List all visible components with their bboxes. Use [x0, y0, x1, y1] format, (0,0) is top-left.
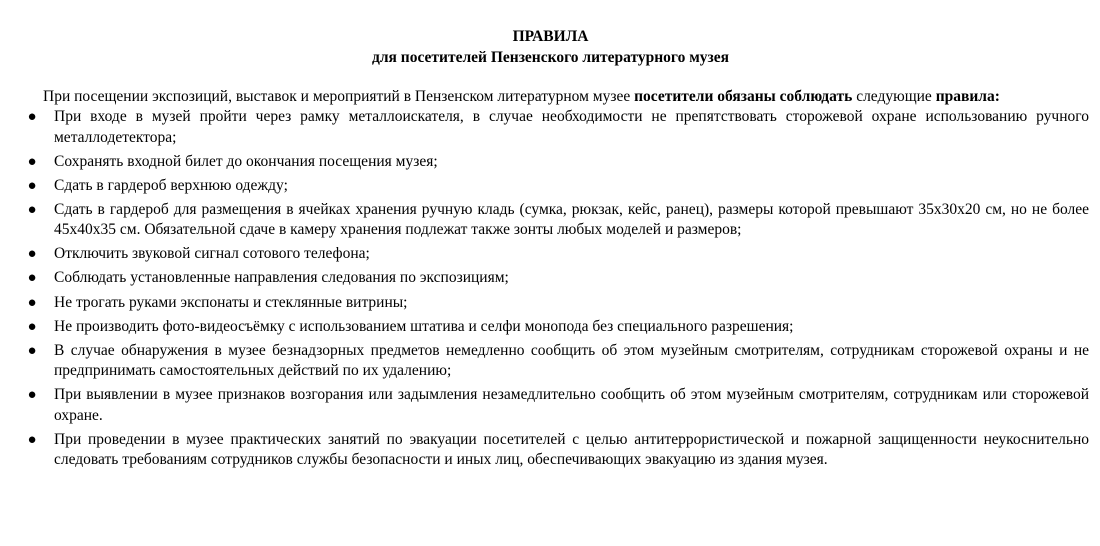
- bullet-icon: ●: [27, 246, 37, 263]
- rule-item: [12, 200, 1089, 241]
- rule-item: [12, 430, 1089, 471]
- rules-document: [12, 26, 1089, 475]
- bullet-icon: ●: [27, 387, 37, 404]
- bullet-icon: ●: [27, 177, 37, 194]
- intro-bold-rules: правила:: [935, 88, 1000, 105]
- bullet-icon: ●: [27, 109, 37, 125]
- rules-list: [12, 107, 1089, 471]
- rule-text: Сохранять входной билет до окончания посещения музея;: [54, 152, 438, 170]
- document-title: ПРАВИЛА: [512, 28, 589, 45]
- intro-text-middle: следующие: [852, 88, 936, 105]
- rule-item: [12, 107, 1089, 148]
- rule-text: В случае обнаружения в музее безнадзорных предметов немедленно сообщить об этом музейным смотрителям, сотрудникам сторожевой охраны и не предпринимать самостоятельных действий по их удалению;: [54, 341, 1089, 380]
- rule-text: При входе в музей пройти через рамку металлоискателя, в случае необходимости не препятствовать сторожевой охране использованию ручного металлодетектора;: [54, 108, 1089, 146]
- intro-paragraph: [12, 86, 1089, 107]
- rule-text: Сдать в гардероб верхнюю одежду;: [54, 176, 288, 194]
- document-subtitle: для посетителей Пензенского литературного музея: [371, 49, 729, 66]
- bullet-icon: ●: [27, 201, 37, 218]
- bullet-icon: ●: [27, 431, 37, 448]
- bullet-icon: ●: [27, 270, 37, 287]
- rule-text: Не трогать руками экспонаты и стеклянные витрины;: [54, 293, 408, 311]
- rule-text: При проведении в музее практических занятий по эвакуации посетителей с целью антитеррористической и пожарной защищенности неукоснительно следовать требованиям сотрудников службы безопасности и иных лиц, обеспечивающих эвакуацию из здания музея.: [54, 430, 1089, 469]
- rule-item: [12, 176, 1089, 197]
- rule-text: Не производить фото-видеосъёмку с использованием штатива и селфи моноподa без специального разрешения;: [54, 317, 794, 335]
- intro-bold-obligated: посетители обязаны соблюдать: [634, 88, 853, 105]
- rule-item: [12, 152, 1089, 173]
- rule-text: Отключить звуковой сигнал сотового телефона;: [54, 245, 370, 263]
- rule-item: [12, 244, 1089, 265]
- bullet-icon: ●: [27, 153, 37, 170]
- rule-item: [12, 293, 1089, 314]
- rule-item: [12, 341, 1089, 382]
- rule-text: При выявлении в музее признаков возгорания или задымления незамедлительно сообщить об этом музейным смотрителям, сотрудникам или сторожевой охране.: [54, 386, 1089, 424]
- rule-item: [12, 268, 1089, 289]
- bullet-icon: ●: [27, 318, 37, 335]
- rule-item: [12, 385, 1089, 426]
- rule-item: [12, 317, 1089, 338]
- intro-text-before: При посещении экспозиций, выставок и мероприятий в Пензенском литературном музее: [43, 88, 635, 105]
- rule-text: Сдать в гардероб для размещения в ячейках хранения ручную кладь (сумка, рюкзак, кейс, ранец), размеры которой превышают 35x30x20 см, но не более 45x40x35 см. Обязательной сдаче в камеру хранения подлежат также зонты любых моделей и размеров;: [54, 200, 1089, 239]
- rule-text: Соблюдать установленные направления следования по экспозициям;: [54, 269, 509, 287]
- bullet-icon: ●: [27, 294, 37, 311]
- bullet-icon: ●: [27, 342, 37, 359]
